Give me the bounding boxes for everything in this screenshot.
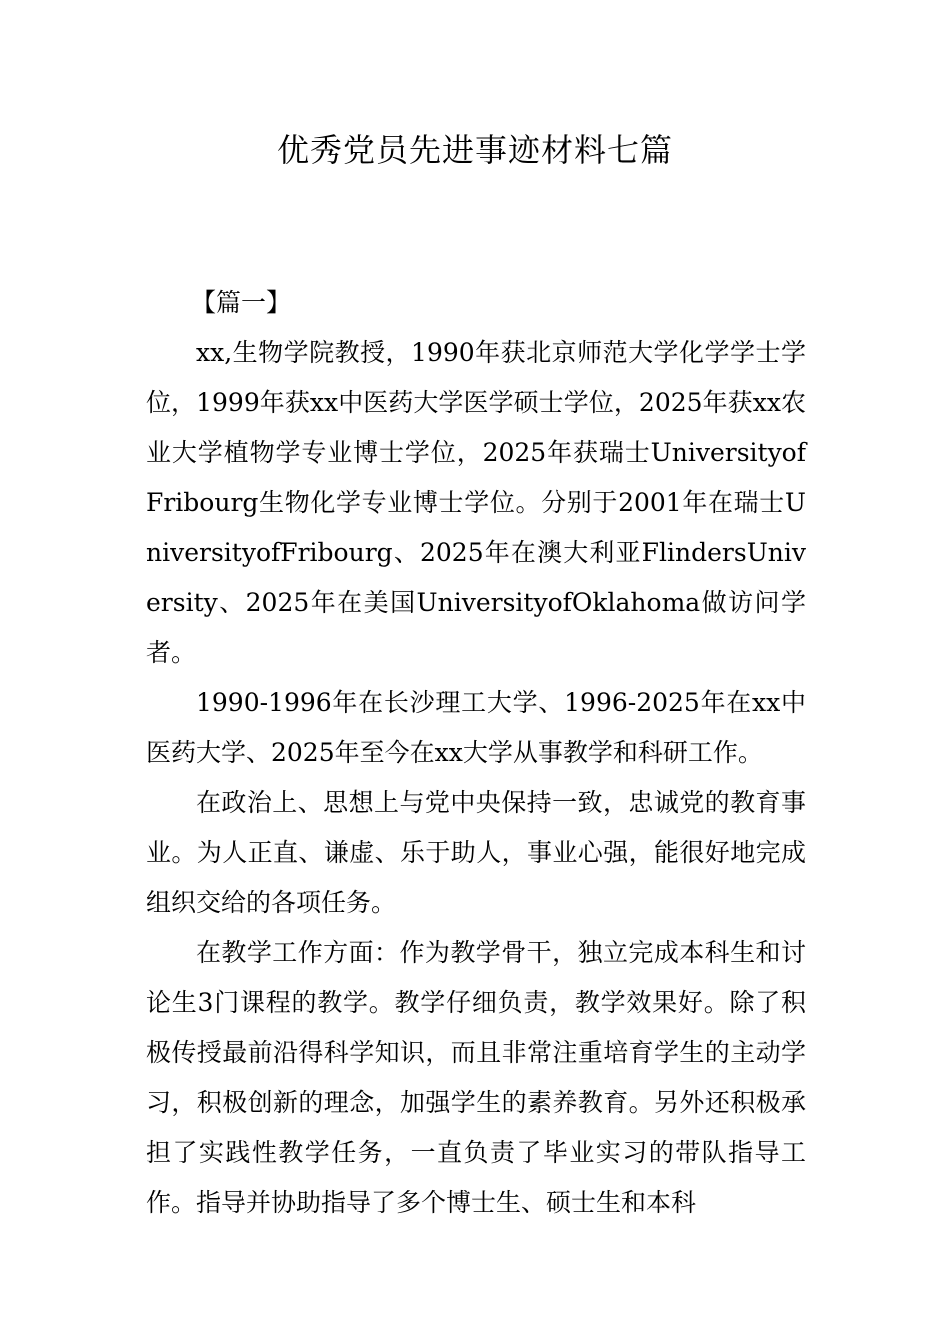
section-label: 【篇一】: [191, 288, 292, 317]
document-title: 优秀党员先进事迹材料七篇: [276, 131, 673, 169]
paragraph-career: 1990-1996年在长沙理工大学、1996-2025年在xx中医药大学、2025年至今在xx大学从事教学和科研工作。: [146, 688, 806, 767]
document-body: [146, 278, 806, 1228]
paragraph-political: 在政治上、思想上与党中央保持一致，忠诚党的教育事业。为人正直、谦虚、乐于助人，事业心强，能很好地完成组织交给的各项任务。: [146, 788, 806, 917]
paragraph-teaching: 在教学工作方面：作为教学骨干，独立完成本科生和讨论生3门课程的教学。教学仔细负责，教学效果好。除了积极传授最前沿得科学知识，而且非常注重培育学生的主动学习，积极创新的理念，加强学生的素养教育。另外还积极承担了实践性教学任务，一直负责了毕业实习的带队指导工作。指导并协助指导了多个博士生、硕士生和本科: [146, 938, 806, 1217]
paragraph-biography: xx,生物学院教授，1990年获北京师范大学化学学士学位，1999年获xx中医药大学医学硕士学位，2025年获xx农业大学植物学专业博士学位，2025年获瑞士UniversityofFribourg生物化学专业博士学位。分别于2001年在瑞士UniversityofFribourg、2025年在澳大利亚FlindersUniversity、2025年在美国UniversityofOklahoma做访问学者。: [146, 338, 806, 667]
